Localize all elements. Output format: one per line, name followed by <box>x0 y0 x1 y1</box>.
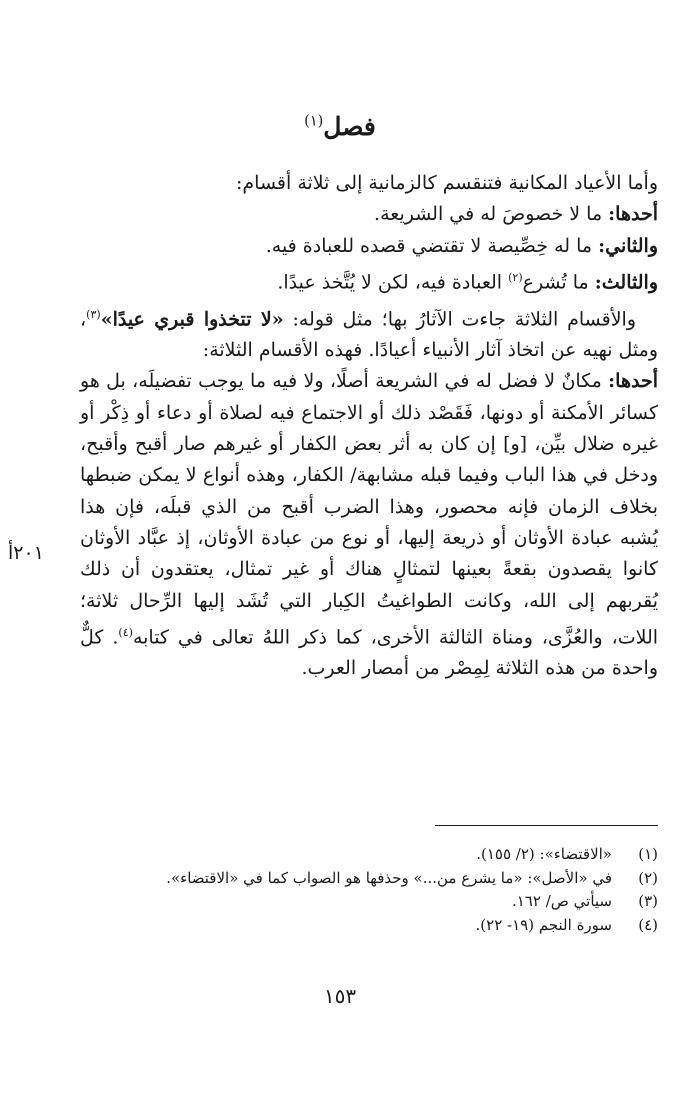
footnote-4 <box>80 914 658 938</box>
footnote-1 <box>80 843 658 867</box>
division-1-text: ما لا خصوصَ له في الشريعة. <box>374 203 609 226</box>
intro-paragraph: وأما الأعياد المكانية فتنقسم كالزمانية إلى ثلاثة أقسام: <box>236 172 658 194</box>
division-3 <box>80 262 658 299</box>
footnote-divider <box>435 825 658 826</box>
footnote-text: سيأتي ص/ ١٦٢. <box>511 892 612 910</box>
footnote-number: (٣) <box>638 892 658 910</box>
footnote-number: (١) <box>638 845 658 863</box>
division-1 <box>80 199 658 230</box>
manuscript-folio-marker: ٢٠١أ <box>8 542 44 564</box>
footnote-text: في «الأصل»: «ما يشرع من...» وحذفها هو الصواب كما في «الاقتضاء». <box>166 868 612 887</box>
first-category-text-a: مكانٌ لا فضل له في الشريعة أصلًا، ولا فيه ما يوجب تفضيلَه، بل هو كسائر الأمكنة أو دونها، فَقَصْد ذلك أو الاجتماع فيه لصلاة أو دعاء أو ذِكْر أو غيره ضلال بيِّن، [و] إن كان به أثر بعض الكفار أو غيرهم صار أقبح وأقبح، ودخل في هذا الباب وفيما قبله مشابهة/ الكفار، وهذه أنواع لا يمكن ضبطها بخلاف الزمان فإنه محصور، وهذا الضرب أقبح من الذي قبلَه، فإن هذا يُشبه عبادة الأوثان أو ذريعة إليها، أو نوع من عبادة الأوثان، إذ عبَّاد الأوثان كانوا يقصدون بقعةً بعينها لتمثالٍ هناك أو غير تمثال، يعتقدون أن ذلك يُقربهم إلى الله، وكانت الطواغيتُ الكِبار التي تُشَد إليها الرِّحال ثلاثة؛ اللات، والعُزَّى، ومناة الثالثة الأخرى، كما ذكر اللهُ تعالى في كتابه <box>80 370 659 649</box>
paragraph-traditions-text-a: والأقسام الثلاثة جاءت الآثارُ بها؛ مثل قوله: <box>283 307 637 330</box>
paragraph-traditions-text-b: ، ومثل نهيه عن اتخاذ آثار الأنبياء أعيادًا. فهذه الأقسام الثلاثة: <box>80 307 658 362</box>
division-2 <box>80 231 658 262</box>
footnote-number: (٢) <box>638 868 658 887</box>
footnote-text: سورة النجم (١٩- ٢٢). <box>475 915 612 934</box>
footnote-text: «الاقتضاء»: (٢/ ١٥٥). <box>476 845 612 863</box>
footnote-ref-1[interactable]: (١) <box>304 113 324 130</box>
paragraph-first-category <box>80 366 658 684</box>
division-2-label: والثاني: <box>598 234 658 257</box>
division-2-text: ما له خِصِّيصة لا تقتضي قصده للعبادة فيه. <box>265 234 599 257</box>
paragraph-traditions <box>80 299 658 367</box>
footnote-2 <box>80 867 658 891</box>
footnote-3 <box>80 890 658 914</box>
footnote-ref-4[interactable]: (٤) <box>118 625 133 639</box>
first-category-label: أحدها: <box>608 370 658 393</box>
hadith-quote: «لا تتخذوا قبري عيدًا» <box>100 307 284 330</box>
division-1-label: أحدها: <box>608 203 658 226</box>
division-3-text-b: العبادة فيه، لكن لا يُتَّخذ عيدًا. <box>277 271 509 294</box>
footnote-number: (٤) <box>638 915 658 934</box>
division-3-text-a: ما تُشرع <box>522 271 595 294</box>
page-number: ١٥٣ <box>323 984 357 1008</box>
section-title <box>0 112 680 141</box>
footnote-ref-3[interactable]: (٣) <box>86 307 101 321</box>
division-3-label: والثالث: <box>594 271 658 294</box>
footnote-ref-2[interactable]: (٢) <box>508 270 523 284</box>
section-title-text: فصل <box>323 112 376 141</box>
first-category-text-b: . كلٌّ واحدة من هذه الثلاثة لِمِصْر من أمصار العرب. <box>80 626 658 680</box>
footnotes <box>80 843 658 937</box>
main-text <box>80 168 658 685</box>
